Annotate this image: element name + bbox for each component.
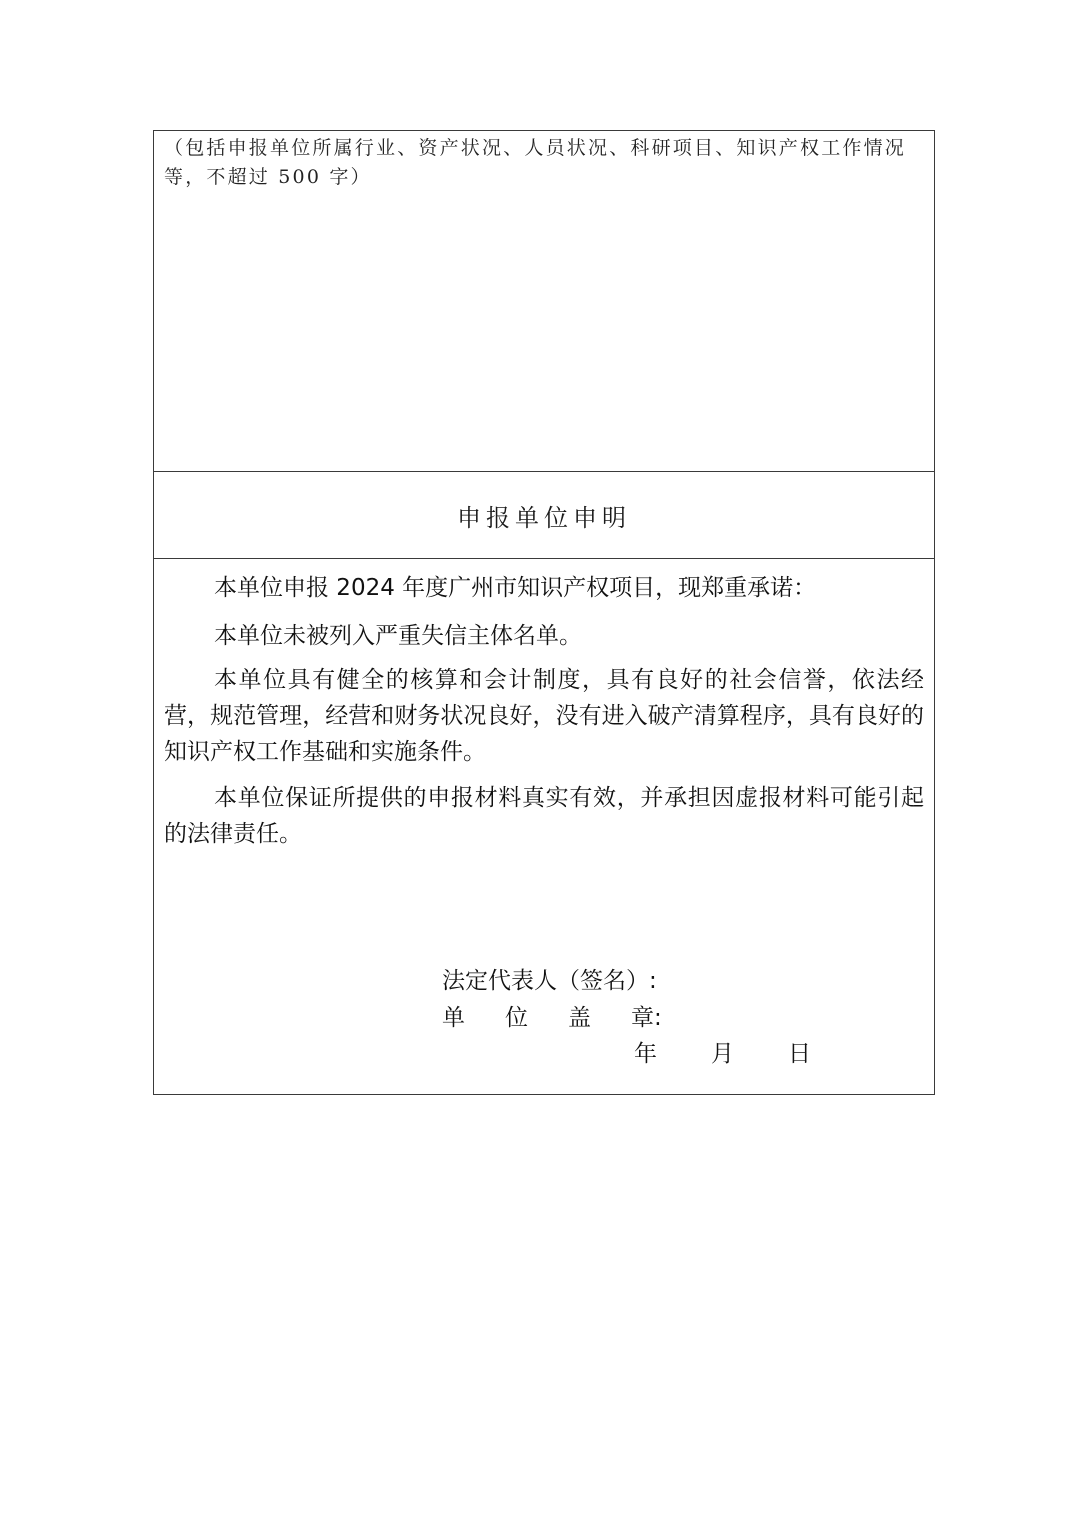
seal-char: 盖	[568, 1005, 591, 1031]
declaration-heading: 申报单位申明	[457, 504, 631, 532]
statement-paragraph: 本单位申报 2024 年度广州市知识产权项目，现郑重承诺：	[214, 575, 817, 601]
unit-profile-hint: （包括申报单位所属行业、资产状况、人员状况、科研项目、知识产权工作情况等，不超过 500 字）	[164, 137, 907, 188]
statement-paragraph: 本单位具有健全的核算和会计制度，具有良好的社会信誉，依法经营，规范管理，经营和财务状况良好，没有进入破产清算程序，具有良好的知识产权工作基础和实施条件。	[164, 667, 924, 765]
statement-paragraph: 本单位未被列入严重失信主体名单。	[214, 623, 582, 649]
legal-representative-signature-label: 法定代表人（签名）:	[442, 968, 657, 994]
unit-profile-cell	[154, 131, 934, 472]
unit-seal-label	[442, 999, 662, 1032]
seal-char: 章:	[631, 1005, 662, 1031]
date-day-label: 日	[788, 1041, 811, 1067]
declaration-form-table	[153, 130, 935, 1095]
date-month-label: 月	[711, 1041, 734, 1067]
declaration-heading-cell	[154, 472, 934, 559]
seal-char: 位	[505, 1005, 528, 1031]
date-year-label: 年	[634, 1041, 657, 1067]
seal-char: 单	[442, 1005, 465, 1031]
date-line	[634, 1035, 811, 1068]
declaration-statement-cell	[154, 559, 934, 1094]
statement-paragraph: 本单位保证所提供的申报材料真实有效，并承担因虚报材料可能引起的法律责任。	[164, 785, 924, 847]
